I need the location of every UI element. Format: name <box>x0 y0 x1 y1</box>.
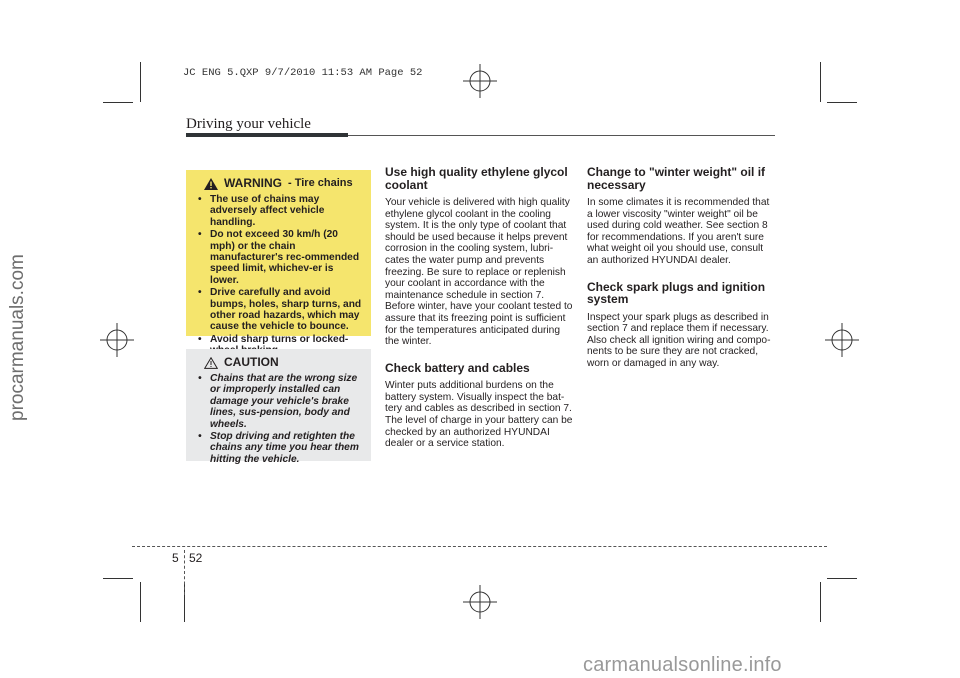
warning-label: WARNING <box>224 176 282 191</box>
text-column-right <box>587 166 777 380</box>
caution-label: CAUTION <box>224 355 279 370</box>
crop-mark <box>827 102 857 103</box>
registration-mark-icon <box>463 64 497 98</box>
body-paragraph: Your vehicle is delivered with high quality ethylene glycol coolant in the cooling system. It is the only type of coolant that should be used because it helps prevent corrosion in the cooling system, lubri-cates the water pump and prevents freezing. Be sure to replace or replenish your coolant in accordance with the maintenance schedule in section 7. Before winter, have your coolant tested to assure that its freezing point is sufficient for the temperatures anticipated during the winter. <box>385 197 573 348</box>
registration-mark-icon <box>825 323 859 357</box>
crop-mark <box>820 62 821 102</box>
caution-triangle-icon <box>204 357 218 369</box>
crop-mark <box>827 578 857 579</box>
file-slug: JC ENG 5.QXP 9/7/2010 11:53 AM Page 52 <box>183 67 423 79</box>
crop-mark <box>140 582 141 622</box>
section-heading: Change to "winter weight" oil if necessary <box>587 165 766 192</box>
header-rule <box>348 135 775 136</box>
crop-mark <box>103 102 133 103</box>
section-heading: Check spark plugs and ignition system <box>587 279 766 307</box>
footer-separator <box>184 550 185 595</box>
section-number: 5 <box>172 551 179 565</box>
section-heading: Use high quality ethylene glycol coolant <box>385 165 568 192</box>
page-number: 52 <box>189 551 203 565</box>
footer-rule <box>132 546 827 547</box>
list-item: • Do not exceed 30 km/h (20 mph) or the chain manufacturer's rec-ommended speed limit, whichev-er is lower. <box>194 229 363 286</box>
warning-list <box>194 194 363 357</box>
warning-triangle-icon <box>204 178 218 190</box>
registration-mark-icon <box>463 585 497 619</box>
header-rule <box>186 133 348 137</box>
list-item: • The use of chains may adversely affect vehicle handling. <box>194 194 363 228</box>
section-header: Driving your vehicle <box>186 116 311 132</box>
warning-title <box>204 178 363 190</box>
section-heading: Check battery and cables <box>385 360 530 375</box>
crop-mark <box>820 582 821 622</box>
crop-mark <box>103 578 133 579</box>
list-item: • Drive carefully and avoid bumps, holes, sharp turns, and other road hazards, which may cause the vehicle to bounce. <box>194 287 363 333</box>
list-item: • Chains that are the wrong size or improperly installed can damage your vehicle's brake lines, sus-pension, body and wheels. <box>194 373 363 430</box>
body-paragraph: Inspect your spark plugs as described in section 7 and replace them if necessary. Also check all ignition wiring and compo-nents to be sure they are not cracked, worn or damaged in any way. <box>587 311 771 369</box>
list-item: • Stop driving and retighten the chains any time you hear them hitting the vehicle. <box>194 431 363 465</box>
body-paragraph: In some climates it is recommended that a lower viscosity "winter weight" oil be used during cold weather. See section 8 for recommendations. If you aren't sure what weight oil you should use, consult an authorized HYUNDAI dealer. <box>587 197 770 266</box>
side-watermark: procarmanuals.com <box>7 254 28 421</box>
warning-box <box>186 170 371 345</box>
footer-site-watermark: carmanualsonline.info <box>583 654 782 676</box>
text-column-middle <box>385 166 575 460</box>
caution-title <box>204 357 363 369</box>
warning-subtitle: - Tire chains <box>288 177 353 190</box>
list-item: • Avoid sharp turns or locked- <box>194 334 363 357</box>
registration-mark-icon <box>100 323 134 357</box>
caution-list <box>194 373 363 465</box>
body-paragraph: Winter puts additional burdens on the battery system. Visually inspect the bat-tery and cables as described in section 7. The level of charge in your battery can be checked by an authorized HYUNDAI dealer or a service station. <box>385 380 573 450</box>
crop-mark <box>140 62 141 102</box>
caution-box <box>186 349 371 465</box>
